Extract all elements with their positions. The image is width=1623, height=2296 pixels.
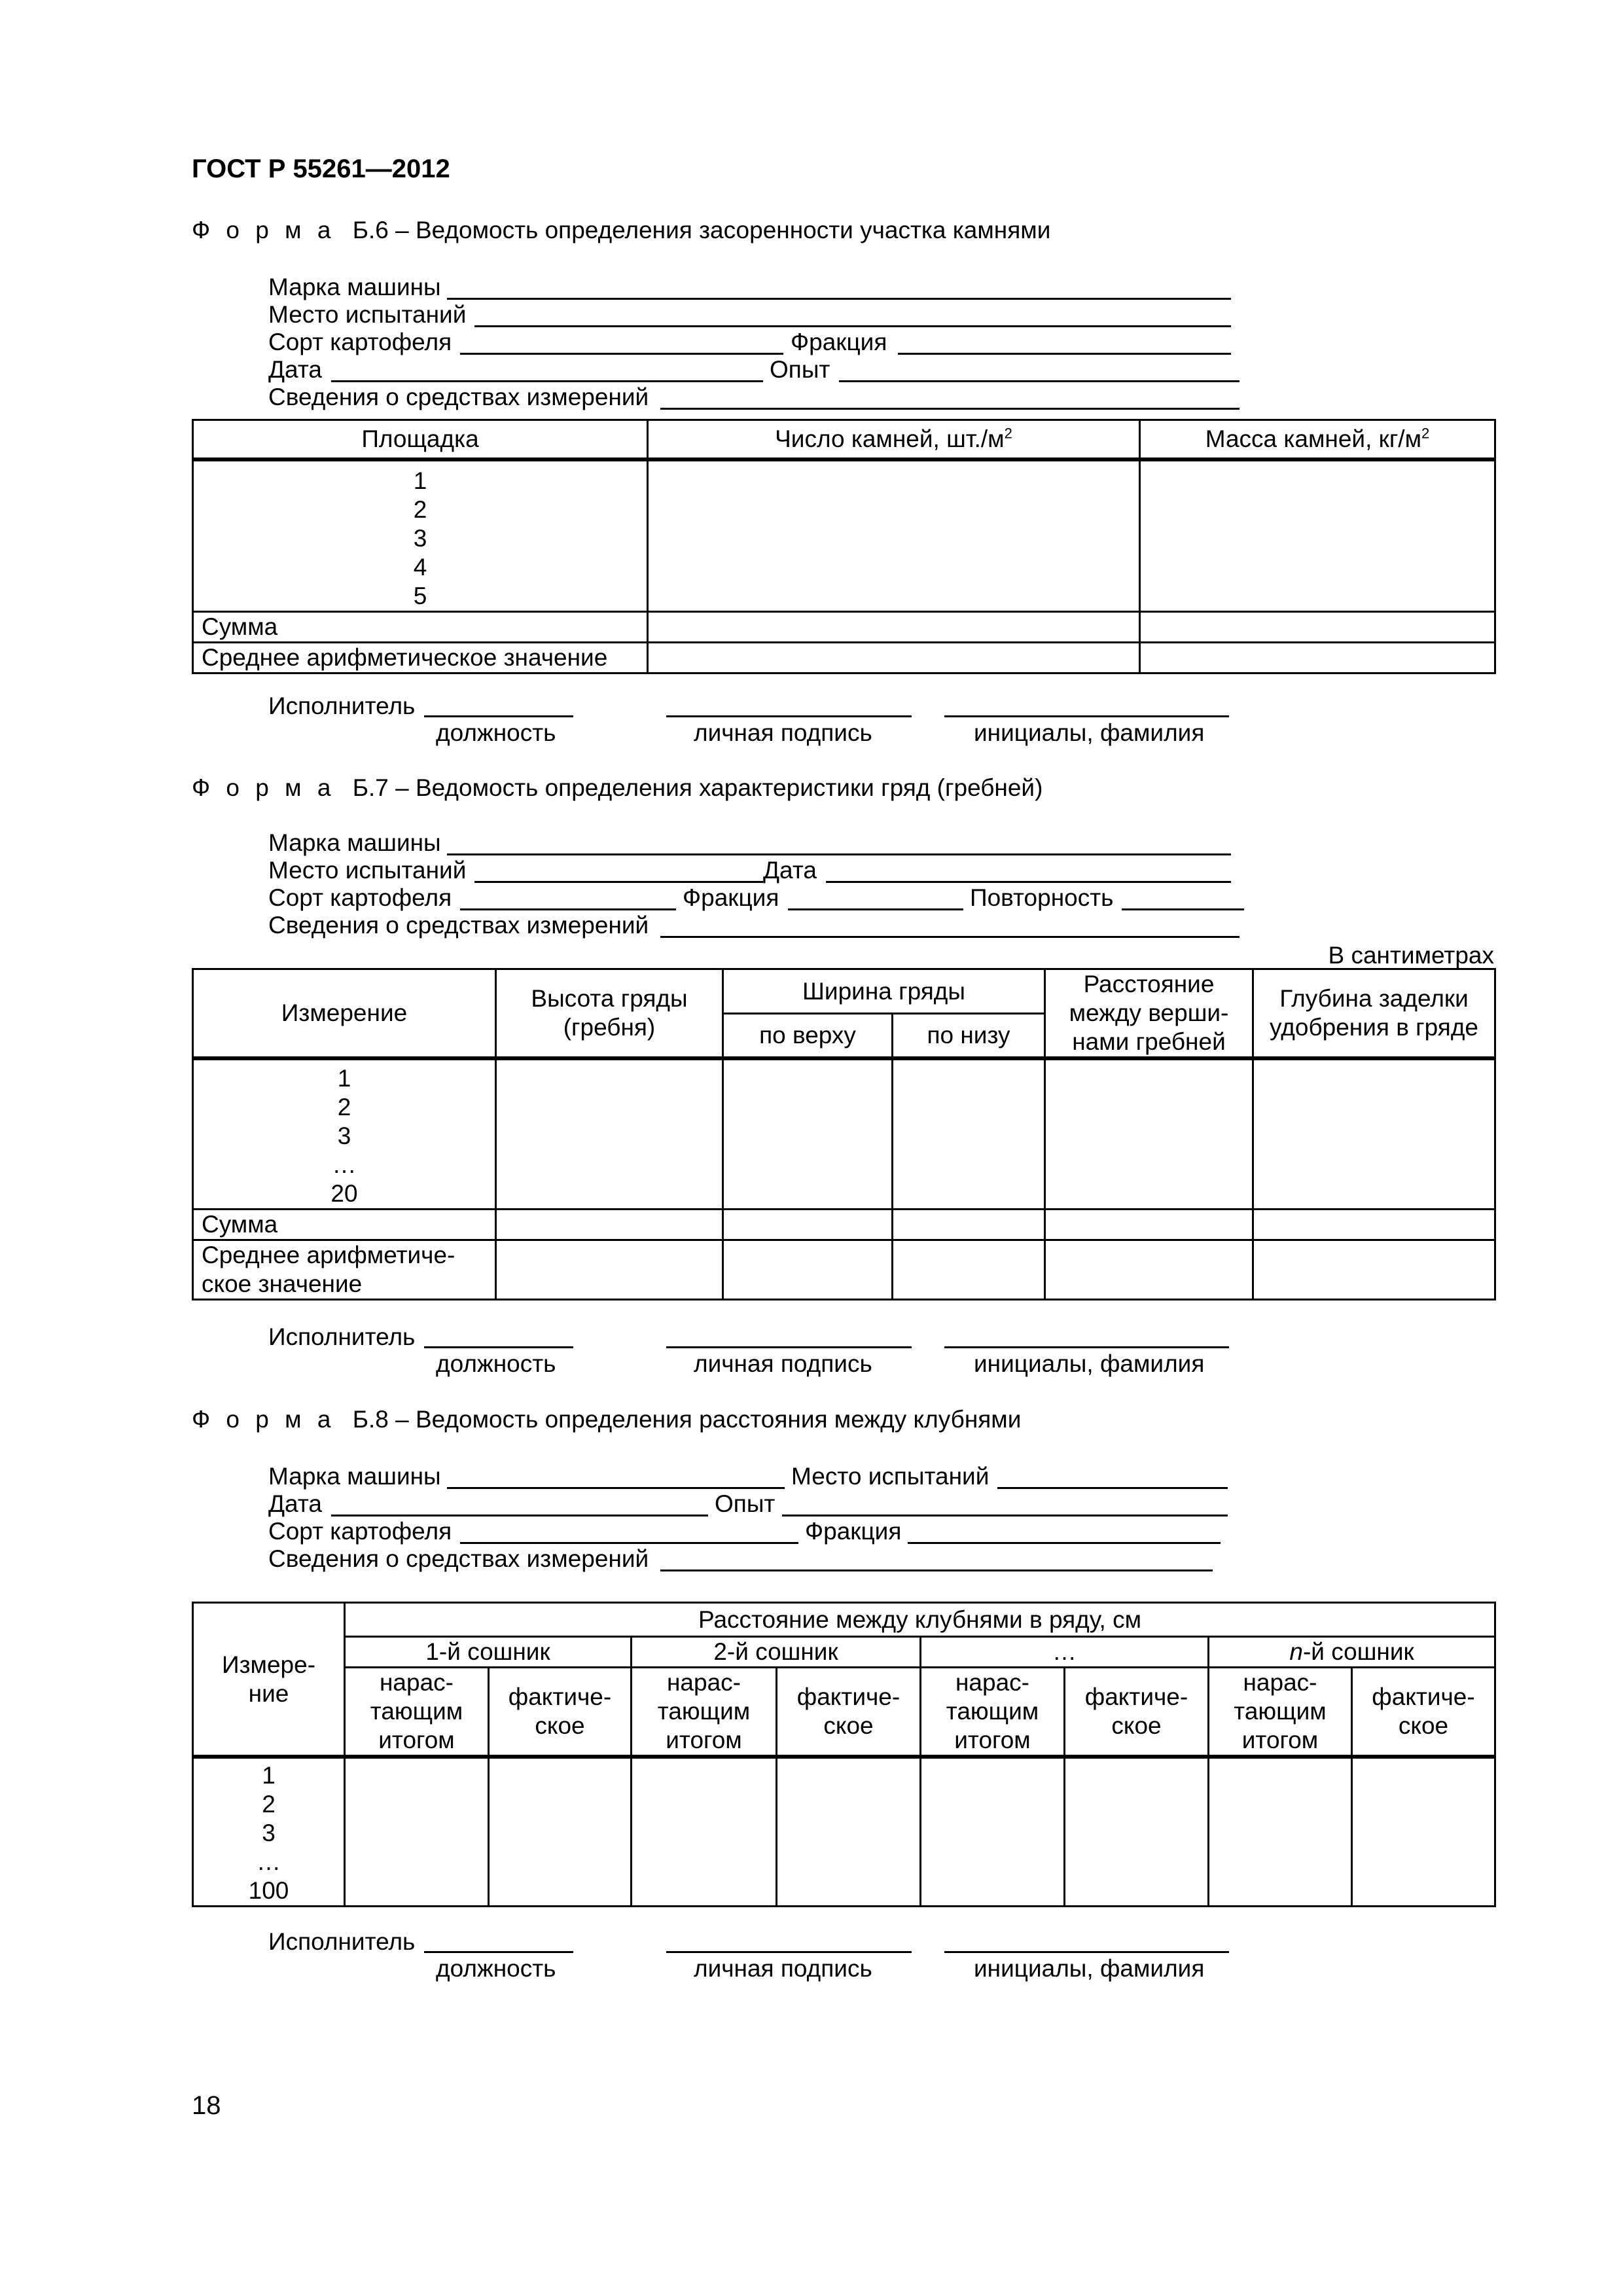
form7-sum-label: Сумма: [193, 1210, 496, 1240]
form6-experiment-label: Опыт: [770, 356, 830, 383]
form7-col-width-top: по верху: [723, 1014, 893, 1058]
form6-row-1: 1: [413, 467, 427, 494]
form8-gn-actual: [1352, 1668, 1495, 1757]
form8-variety-label: Сорт картофеля: [268, 1518, 452, 1545]
form7-col-width: Ширина гряды: [723, 969, 1045, 1014]
form8-date-field[interactable]: [331, 1515, 708, 1516]
form8-group-1: 1-й сошник: [345, 1637, 632, 1668]
form6-col-mass: [1140, 420, 1495, 459]
form7-repeat-label: Повторность: [970, 884, 1114, 911]
form8-position-field[interactable]: [424, 1951, 573, 1953]
form8-g1-actual-line1: фактиче-: [508, 1683, 612, 1710]
form8-g2-actual-cell[interactable]: [777, 1757, 921, 1907]
form8-row-ellipsis: …: [257, 1848, 281, 1875]
form8-initials-caption: инициалы, фамилия: [974, 1955, 1205, 1982]
form8-executor-label: Исполнитель: [268, 1928, 416, 1955]
form6-row-5: 5: [413, 582, 427, 609]
form8-fraction-label: Фракция: [805, 1518, 902, 1545]
form7-col-distance-line2: между верши-: [1069, 999, 1229, 1026]
form8-g2-actual: [777, 1668, 921, 1757]
form7-row-3: 3: [337, 1122, 351, 1149]
form6-caption: [192, 218, 1050, 242]
form7-instruments-field[interactable]: [660, 936, 1240, 938]
form7-mean-height-cell[interactable]: [496, 1240, 723, 1300]
form7-date-field[interactable]: [826, 881, 1231, 883]
form8-group-2: 2-й сошник: [632, 1637, 921, 1668]
form6-mean-label: Среднее арифметическое значение: [193, 642, 648, 673]
form8-g1-cumulative-line2: тающим: [370, 1698, 463, 1725]
form8-signature-caption: личная подпись: [694, 1955, 872, 1982]
form7-col-distance-line3: нами гребней: [1072, 1028, 1226, 1055]
form7-col-measurement: Измерение: [193, 969, 496, 1059]
form7-height-cell[interactable]: [496, 1058, 723, 1210]
form7-sum-depth-cell[interactable]: [1253, 1210, 1495, 1240]
form8-row-3: 3: [262, 1820, 276, 1846]
form6-variety-field[interactable]: [460, 353, 783, 355]
form8-g1-cumulative: [345, 1668, 489, 1757]
form8-col-measurement-line2: ние: [248, 1679, 289, 1707]
form8-variety-field[interactable]: [460, 1542, 798, 1544]
form6-instruments-label: Сведения о средствах измерений: [268, 384, 649, 410]
form8-title: Б.8 – Ведомость определения расстояния между клубнями: [352, 1406, 1022, 1433]
form8-instruments-label: Сведения о средствах измерений: [268, 1545, 649, 1572]
form8-gn-actual-line1: фактиче-: [1372, 1683, 1475, 1710]
form7-prefix: Ф о р м а: [192, 774, 336, 801]
form8-g3-cumulative-line2: тающим: [946, 1698, 1039, 1725]
form8-g3-actual-line1: фактиче-: [1084, 1683, 1188, 1710]
form6-initials-caption: инициалы, фамилия: [974, 719, 1205, 746]
form7-header-row-1: [193, 969, 1495, 1014]
form6-mean-count-cell[interactable]: [648, 642, 1140, 673]
form6-row-2: 2: [413, 495, 427, 523]
form8-position-caption: должность: [436, 1955, 556, 1982]
form6-signature-caption: личная подпись: [694, 719, 872, 746]
form8-g2-cumulative-cell[interactable]: [632, 1757, 777, 1907]
form8-g1-actual: [489, 1668, 632, 1757]
form7-caption: [192, 776, 1043, 800]
form8-g1-actual-line2: ское: [535, 1712, 585, 1739]
form8-fraction-field[interactable]: [908, 1542, 1221, 1544]
form6-sum-count-cell[interactable]: [648, 611, 1140, 642]
form7-sum-height-cell[interactable]: [496, 1210, 723, 1240]
form7-date-label: Дата: [763, 857, 817, 884]
form7-table: [192, 968, 1496, 1300]
form8-place-field[interactable]: [997, 1487, 1228, 1489]
form6-title: Б.6 – Ведомость определения засоренности участка камнями: [352, 217, 1051, 243]
form8-g2-cumulative: [632, 1668, 777, 1757]
form8-date-label: Дата: [268, 1490, 322, 1517]
form7-sum-distance-cell[interactable]: [1045, 1210, 1253, 1240]
form8-g1-cumulative-line3: итогом: [378, 1727, 455, 1753]
form8-place-label: Место испытаний: [791, 1463, 990, 1490]
form8-g3-cumulative-cell[interactable]: [921, 1757, 1065, 1907]
form6-count-cell[interactable]: [648, 459, 1140, 612]
form7-initials-caption: инициалы, фамилия: [974, 1350, 1205, 1377]
form6-fraction-field[interactable]: [898, 353, 1231, 355]
form8-g2-cumulative-line2: тающим: [657, 1698, 751, 1725]
form6-prefix: Ф о р м а: [192, 217, 336, 243]
form6-position-caption: должность: [436, 719, 556, 746]
form8-group-n-label: -й сошник: [1302, 1638, 1414, 1665]
form8-g2-actual-line2: ское: [823, 1712, 874, 1739]
form7-data-row: [193, 1058, 1495, 1210]
form7-row-20: 20: [330, 1180, 358, 1207]
form8-col-measurement: [193, 1603, 345, 1757]
form6-machine-field[interactable]: [447, 298, 1231, 300]
form7-fraction-field[interactable]: [788, 908, 963, 910]
form8-row-100: 100: [248, 1877, 289, 1904]
form6-date-field[interactable]: [331, 380, 763, 382]
form8-experiment-field[interactable]: [782, 1515, 1228, 1516]
form6-mass-cell[interactable]: [1140, 459, 1495, 612]
form6-experiment-field[interactable]: [839, 380, 1240, 382]
form7-variety-field[interactable]: [460, 908, 676, 910]
form6-initials-field[interactable]: [944, 715, 1229, 717]
form8-group-n-prefix: n: [1289, 1638, 1303, 1665]
form6-row-numbers: [193, 459, 648, 612]
form7-signature-caption: личная подпись: [694, 1350, 872, 1377]
form7-fraction-label: Фракция: [683, 884, 779, 911]
form8-experiment-label: Опыт: [715, 1490, 776, 1517]
form7-width-bottom-cell[interactable]: [893, 1058, 1045, 1210]
form7-initials-field[interactable]: [944, 1346, 1229, 1348]
form7-depth-cell[interactable]: [1253, 1058, 1495, 1210]
form8-data-row: [193, 1757, 1495, 1907]
form8-instruments-field[interactable]: [660, 1570, 1213, 1571]
form7-mean-label-line2: ское значение: [202, 1270, 363, 1297]
form8-header-row-1: [193, 1603, 1495, 1637]
form8-row-1: 1: [262, 1762, 276, 1789]
form7-variety-label: Сорт картофеля: [268, 884, 452, 911]
form8-g3-cumulative-line3: итогом: [954, 1727, 1031, 1753]
form7-mean-width-bottom-cell[interactable]: [893, 1240, 1045, 1300]
form8-g1-actual-cell[interactable]: [489, 1757, 632, 1907]
form8-group-n: [1209, 1637, 1495, 1668]
form6-sum-label: Сумма: [193, 611, 648, 642]
form6-signature-field[interactable]: [666, 715, 912, 717]
form8-g2-cumulative-line3: итогом: [666, 1727, 742, 1753]
form8-signature-field[interactable]: [666, 1951, 912, 1953]
form6-col-mass-label: Масса камней, кг/м: [1205, 425, 1422, 452]
form6-header-row: [193, 420, 1495, 459]
form7-mean-row: [193, 1240, 1495, 1300]
form8-machine-label: Марка машины: [268, 1463, 441, 1490]
form7-col-width-bottom: по низу: [893, 1014, 1045, 1058]
form8-gn-cumulative-line3: итогом: [1241, 1727, 1319, 1753]
form7-mean-distance-cell[interactable]: [1045, 1240, 1253, 1300]
form7-mean-width-top-cell[interactable]: [723, 1240, 893, 1300]
form6-executor-label: Исполнитель: [268, 692, 416, 719]
form6-date-label: Дата: [268, 356, 322, 383]
form6-col-mass-sup: 2: [1421, 425, 1430, 442]
form6-col-count-label: Число камней, шт./м: [775, 425, 1005, 452]
form6-col-plot: Площадка: [193, 420, 648, 459]
form6-machine-label: Марка машины: [268, 274, 441, 300]
form6-mean-mass-cell[interactable]: [1140, 642, 1495, 673]
form7-repeat-field[interactable]: [1122, 908, 1244, 910]
form6-row-4: 4: [413, 553, 427, 581]
form8-gn-actual-cell[interactable]: [1352, 1757, 1495, 1907]
form7-mean-depth-cell[interactable]: [1253, 1240, 1495, 1300]
form7-col-depth-line1: Глубина заделки: [1279, 985, 1469, 1012]
form7-mean-label-line1: Среднее арифметиче-: [202, 1242, 455, 1268]
form7-title: Б.7 – Ведомость определения характеристики гряд (гребней): [352, 774, 1043, 801]
form6-variety-label: Сорт картофеля: [268, 329, 452, 355]
form7-row-1: 1: [337, 1065, 351, 1092]
form8-gn-cumulative: [1209, 1668, 1352, 1757]
form7-col-height-line2: (гребня): [563, 1014, 656, 1041]
form7-units: В сантиметрах: [1328, 942, 1494, 969]
form8-group-ellipsis: …: [921, 1637, 1209, 1668]
form7-signature-field[interactable]: [666, 1346, 912, 1348]
form8-g1-cumulative-line1: нарас-: [380, 1669, 454, 1696]
form8-header-row-3: [193, 1668, 1495, 1757]
form6-col-count: [648, 420, 1140, 459]
form6-mean-row: [193, 642, 1495, 673]
form8-gn-cumulative-cell[interactable]: [1209, 1757, 1352, 1907]
form8-g2-actual-line1: фактиче-: [796, 1683, 901, 1710]
form8-g3-cumulative: [921, 1668, 1065, 1757]
form6-table: [192, 419, 1496, 674]
form7-distance-cell[interactable]: [1045, 1058, 1253, 1210]
form7-sum-row: [193, 1210, 1495, 1240]
form8-col-measurement-line1: Измере-: [221, 1651, 316, 1678]
form8-header-row-2: [193, 1637, 1495, 1668]
form6-row-3: 3: [413, 524, 427, 552]
form7-machine-label: Марка машины: [268, 829, 441, 856]
form8-gn-actual-line2: ское: [1398, 1712, 1449, 1739]
form8-row-2: 2: [262, 1791, 276, 1818]
form8-table: [192, 1602, 1496, 1907]
form7-col-distance: [1045, 969, 1253, 1059]
form6-place-field[interactable]: [474, 325, 1231, 327]
document-id: ГОСТ Р 55261—2012: [192, 154, 450, 183]
form7-position-caption: должность: [436, 1350, 556, 1377]
form8-g2-cumulative-line1: нарас-: [667, 1669, 741, 1696]
form7-sum-width-bottom-cell[interactable]: [893, 1210, 1045, 1240]
form6-sum-row: [193, 611, 1495, 642]
form6-sum-mass-cell[interactable]: [1140, 611, 1495, 642]
form7-place-label: Место испытаний: [268, 857, 467, 884]
form7-position-field[interactable]: [424, 1346, 573, 1348]
page-number: 18: [192, 2091, 221, 2120]
form8-machine-field[interactable]: [447, 1487, 785, 1489]
form8-row-numbers: [193, 1757, 345, 1907]
form7-col-depth-line2: удобрения в гряде: [1270, 1014, 1478, 1041]
form6-data-row: [193, 459, 1495, 612]
form7-instruments-label: Сведения о средствах измерений: [268, 912, 649, 939]
form8-col-distance: Расстояние между клубнями в ряду, см: [345, 1603, 1495, 1637]
form7-row-numbers: [193, 1058, 496, 1210]
form7-sum-width-top-cell[interactable]: [723, 1210, 893, 1240]
form6-instruments-field[interactable]: [660, 408, 1240, 410]
form6-place-label: Место испытаний: [268, 301, 467, 328]
form8-g1-cumulative-cell[interactable]: [345, 1757, 489, 1907]
form8-caption: [192, 1407, 1021, 1431]
form7-mean-label: [193, 1240, 496, 1300]
form8-gn-cumulative-line2: тающим: [1234, 1698, 1327, 1725]
form8-prefix: Ф о р м а: [192, 1406, 336, 1433]
form6-position-field[interactable]: [424, 715, 573, 717]
form6-col-count-sup: 2: [1004, 425, 1012, 442]
form7-row-ellipsis: …: [332, 1151, 357, 1178]
form7-place-field[interactable]: [474, 881, 763, 883]
form7-col-distance-line1: Расстояние: [1083, 971, 1215, 997]
form7-col-height-line1: Высота гряды: [531, 985, 688, 1012]
form7-width-top-cell[interactable]: [723, 1058, 893, 1210]
form7-col-height: [496, 969, 723, 1059]
form6-fraction-label: Фракция: [791, 329, 887, 355]
form7-machine-field[interactable]: [447, 853, 1231, 855]
form8-initials-field[interactable]: [944, 1951, 1229, 1953]
form8-g3-actual-line2: ское: [1111, 1712, 1162, 1739]
form8-g3-actual-cell[interactable]: [1065, 1757, 1209, 1907]
form7-row-2: 2: [337, 1094, 351, 1121]
form8-gn-cumulative-line1: нарас-: [1243, 1669, 1317, 1696]
form8-g3-actual: [1065, 1668, 1209, 1757]
form7-col-depth: [1253, 969, 1495, 1059]
form7-executor-label: Исполнитель: [268, 1323, 416, 1350]
form8-g3-cumulative-line1: нарас-: [955, 1669, 1029, 1696]
